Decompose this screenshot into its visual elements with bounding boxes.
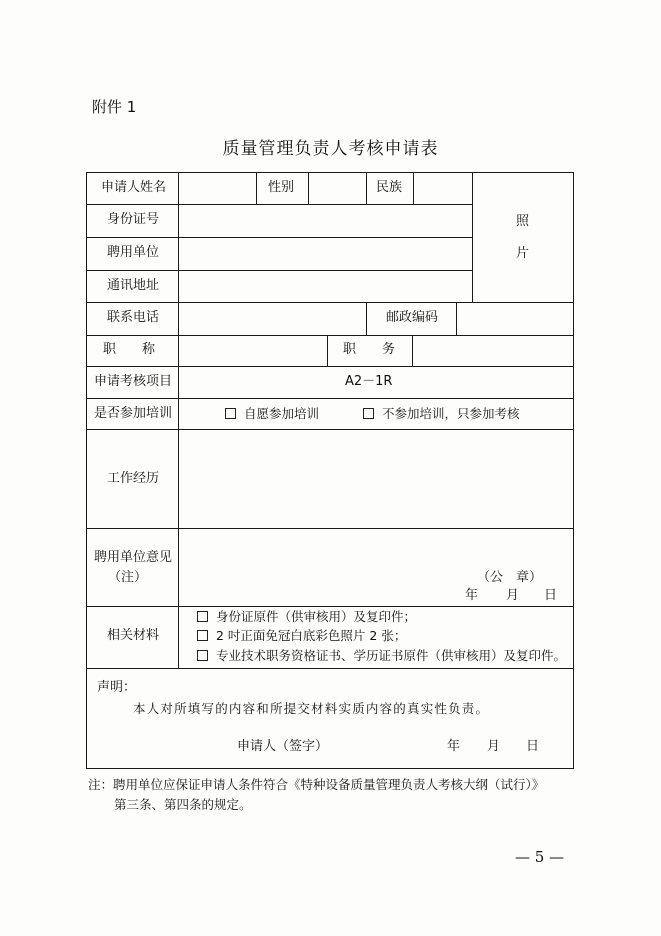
training-option-label: 不参加培训，只参加考核 — [382, 406, 520, 421]
row-divider — [86, 204, 472, 205]
postcode-label: 邮政编码 — [386, 310, 439, 325]
row-divider — [86, 606, 574, 607]
photo-label: 片 — [516, 246, 530, 261]
material-item[interactable] — [197, 609, 416, 625]
checkbox-icon[interactable] — [197, 611, 208, 622]
checkbox-icon[interactable] — [363, 408, 374, 419]
signature-label: 申请人（签字） — [237, 739, 329, 754]
signature-month-label: 月 — [487, 739, 501, 754]
cell-divider — [366, 302, 367, 335]
material-item-text: 身份证原件（供审核用）及复印件； — [216, 609, 417, 624]
ethnicity-label: 民族 — [376, 180, 403, 195]
declaration-label: 声明： — [97, 680, 137, 695]
checkbox-icon[interactable] — [225, 408, 236, 419]
page-number: — 5 — — [515, 848, 565, 866]
signature-year-label: 年 — [447, 739, 461, 754]
cell-divider — [366, 172, 367, 204]
label-column-divider — [178, 172, 179, 668]
material-item[interactable] — [197, 628, 406, 644]
employer-opinion-note: （注） — [108, 570, 148, 585]
photo-label: 照 — [516, 214, 530, 229]
row-divider — [86, 270, 472, 271]
address-label: 通讯地址 — [107, 278, 160, 293]
exam-item-label: 申请考核项目 — [94, 374, 173, 389]
row-divider — [86, 668, 574, 669]
official-seal-label: （公 章） — [477, 570, 543, 585]
row-divider — [86, 302, 574, 303]
row-divider — [86, 237, 472, 238]
material-item[interactable] — [197, 648, 566, 664]
training-option-voluntary[interactable] — [225, 406, 319, 422]
id-number-label: 身份证号 — [107, 212, 160, 227]
date-year-label: 年 — [465, 588, 479, 603]
row-divider — [86, 398, 574, 399]
row-divider — [86, 429, 574, 430]
footnote-line-2: 第三条、第四条的规定。 — [114, 797, 252, 812]
checkbox-icon[interactable] — [197, 650, 208, 661]
table-border-right — [573, 172, 574, 769]
cell-divider — [412, 335, 413, 366]
cell-divider — [413, 172, 414, 204]
date-month-label: 月 — [506, 588, 520, 603]
employer-label: 聘用单位 — [107, 245, 160, 260]
date-day-label: 日 — [544, 588, 558, 603]
cell-divider — [256, 172, 257, 204]
footnote-line-1: 注：聘用单位应保证申请人条件符合《特种设备质量管理负责人考核大纲（试行）》 — [88, 777, 545, 792]
row-divider — [86, 335, 574, 336]
position-label: 职 务 — [343, 342, 396, 357]
row-divider — [86, 528, 574, 529]
training-option-exam-only[interactable] — [363, 406, 520, 422]
checkbox-icon[interactable] — [197, 630, 208, 641]
attachment-label: 附件 1 — [92, 98, 137, 116]
exam-item-value: A2－1R — [345, 374, 393, 389]
cell-divider — [456, 302, 457, 335]
table-border-bottom — [86, 768, 574, 769]
table-border-top — [86, 172, 574, 173]
photo-column-divider — [472, 172, 473, 302]
employer-opinion-label: 聘用单位意见 — [94, 550, 173, 565]
materials-label: 相关材料 — [107, 628, 160, 643]
gender-label: 性别 — [268, 180, 295, 195]
job-title-label: 职 称 — [103, 342, 156, 357]
training-option-label: 自愿参加培训 — [244, 406, 320, 421]
cell-divider — [327, 335, 328, 366]
declaration-text: 本人对所填写的内容和所提交材料实质内容的真实性负责。 — [133, 701, 490, 716]
row-divider — [86, 366, 574, 367]
signature-day-label: 日 — [526, 739, 540, 754]
phone-label: 联系电话 — [107, 310, 160, 325]
form-title: 质量管理负责人考核申请表 — [222, 139, 439, 159]
material-item-text: 专业技术职务资格证书、学历证书原件（供审核用）及复印件。 — [216, 648, 567, 663]
training-label: 是否参加培训 — [94, 406, 173, 421]
work-experience-label: 工作经历 — [107, 471, 160, 486]
applicant-name-label: 申请人姓名 — [101, 180, 167, 195]
table-border-left — [86, 172, 87, 769]
material-item-text: 2 吋正面免冠白底彩色照片 2 张； — [216, 628, 407, 643]
cell-divider — [308, 172, 309, 204]
